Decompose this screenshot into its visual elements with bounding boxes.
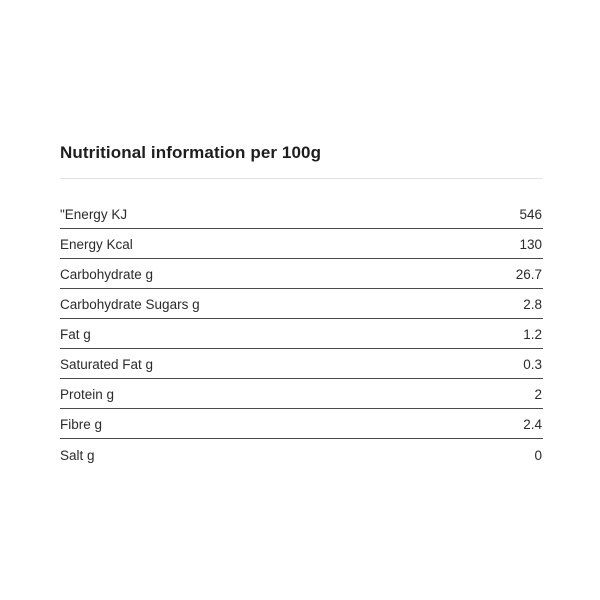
nutrient-value: 0.3 — [523, 357, 542, 372]
nutrition-row-energy-kcal — [60, 230, 543, 259]
nutrition-row-fibre — [60, 410, 543, 439]
nutrition-row-carbohydrate-sugars — [60, 290, 543, 319]
nutrient-label: "Energy KJ — [60, 207, 128, 222]
nutrition-row-carbohydrate — [60, 260, 543, 289]
nutrient-label: Carbohydrate Sugars g — [60, 297, 200, 312]
nutrient-label: Salt g — [60, 447, 95, 463]
nutrition-title: Nutritional information per 100g — [60, 143, 322, 162]
nutrient-value: 546 — [519, 207, 542, 222]
nutrient-label: Saturated Fat g — [60, 357, 154, 372]
nutrition-row-fat — [60, 320, 543, 349]
nutrient-label: Fat g — [60, 327, 91, 342]
nutrition-row-energy-kj — [60, 200, 543, 229]
nutrition-panel — [60, 142, 543, 469]
nutrient-value: 26.7 — [515, 267, 542, 282]
nutrient-value: 2.4 — [523, 417, 542, 432]
nutrition-row-saturated-fat — [60, 350, 543, 379]
nutrient-label: Carbohydrate g — [60, 267, 154, 282]
nutrient-value: 2 — [534, 387, 542, 402]
nutrient-label: Energy Kcal — [60, 237, 133, 252]
nutrient-label: Protein g — [60, 387, 115, 402]
nutrition-row-salt — [60, 440, 543, 469]
nutrient-value: 2.8 — [523, 297, 542, 312]
nutrition-table — [60, 200, 543, 469]
nutrition-row-protein — [60, 380, 543, 409]
nutrient-value: 0 — [534, 447, 542, 463]
nutrient-value: 1.2 — [523, 327, 542, 342]
nutrient-value: 130 — [519, 237, 542, 252]
title-divider — [60, 178, 543, 179]
nutrient-label: Fibre g — [60, 417, 103, 432]
